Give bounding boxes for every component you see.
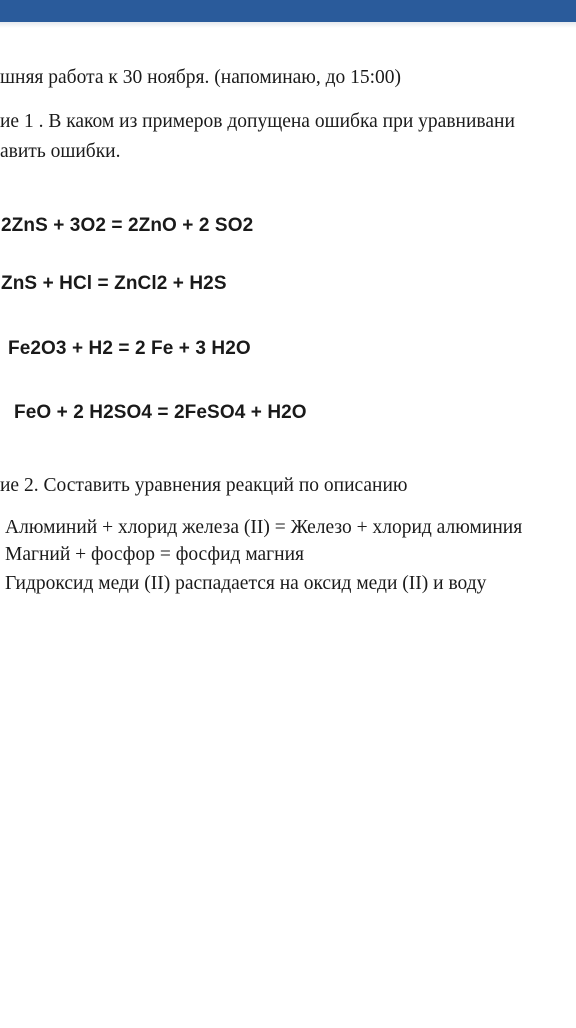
equation-4: FeO + 2 H2SO4 = 2FeSO4 + H2O bbox=[14, 402, 307, 423]
equation-2: ZnS + HCl = ZnCl2 + H2S bbox=[1, 273, 227, 294]
task2-title: ие 2. Составить уравнения реакций по описанию bbox=[0, 475, 408, 496]
task2-item-1: Алюминий + хлорид железа (II) = Железо + хлорид алюминия bbox=[5, 517, 523, 538]
intro-line: шняя работа к 30 ноября. (напоминаю, до 15:00) bbox=[0, 67, 402, 88]
header-bar bbox=[0, 0, 576, 22]
task1-text-line1: ие 1 . В каком из примеров допущена ошибка при уравнивани bbox=[0, 111, 515, 132]
equation-3: Fe2O3 + H2 = 2 Fe + 3 H2O bbox=[8, 338, 251, 359]
task2-item-3: Гидроксид меди (II) распадается на оксид меди (II) и воду bbox=[5, 573, 487, 594]
task2-item-2: Магний + фосфор = фосфид магния bbox=[5, 544, 305, 565]
equation-1: 2ZnS + 3O2 = 2ZnO + 2 SO2 bbox=[1, 215, 254, 236]
task1-text-line2: авить ошибки. bbox=[0, 141, 121, 162]
header-shadow bbox=[0, 22, 576, 28]
